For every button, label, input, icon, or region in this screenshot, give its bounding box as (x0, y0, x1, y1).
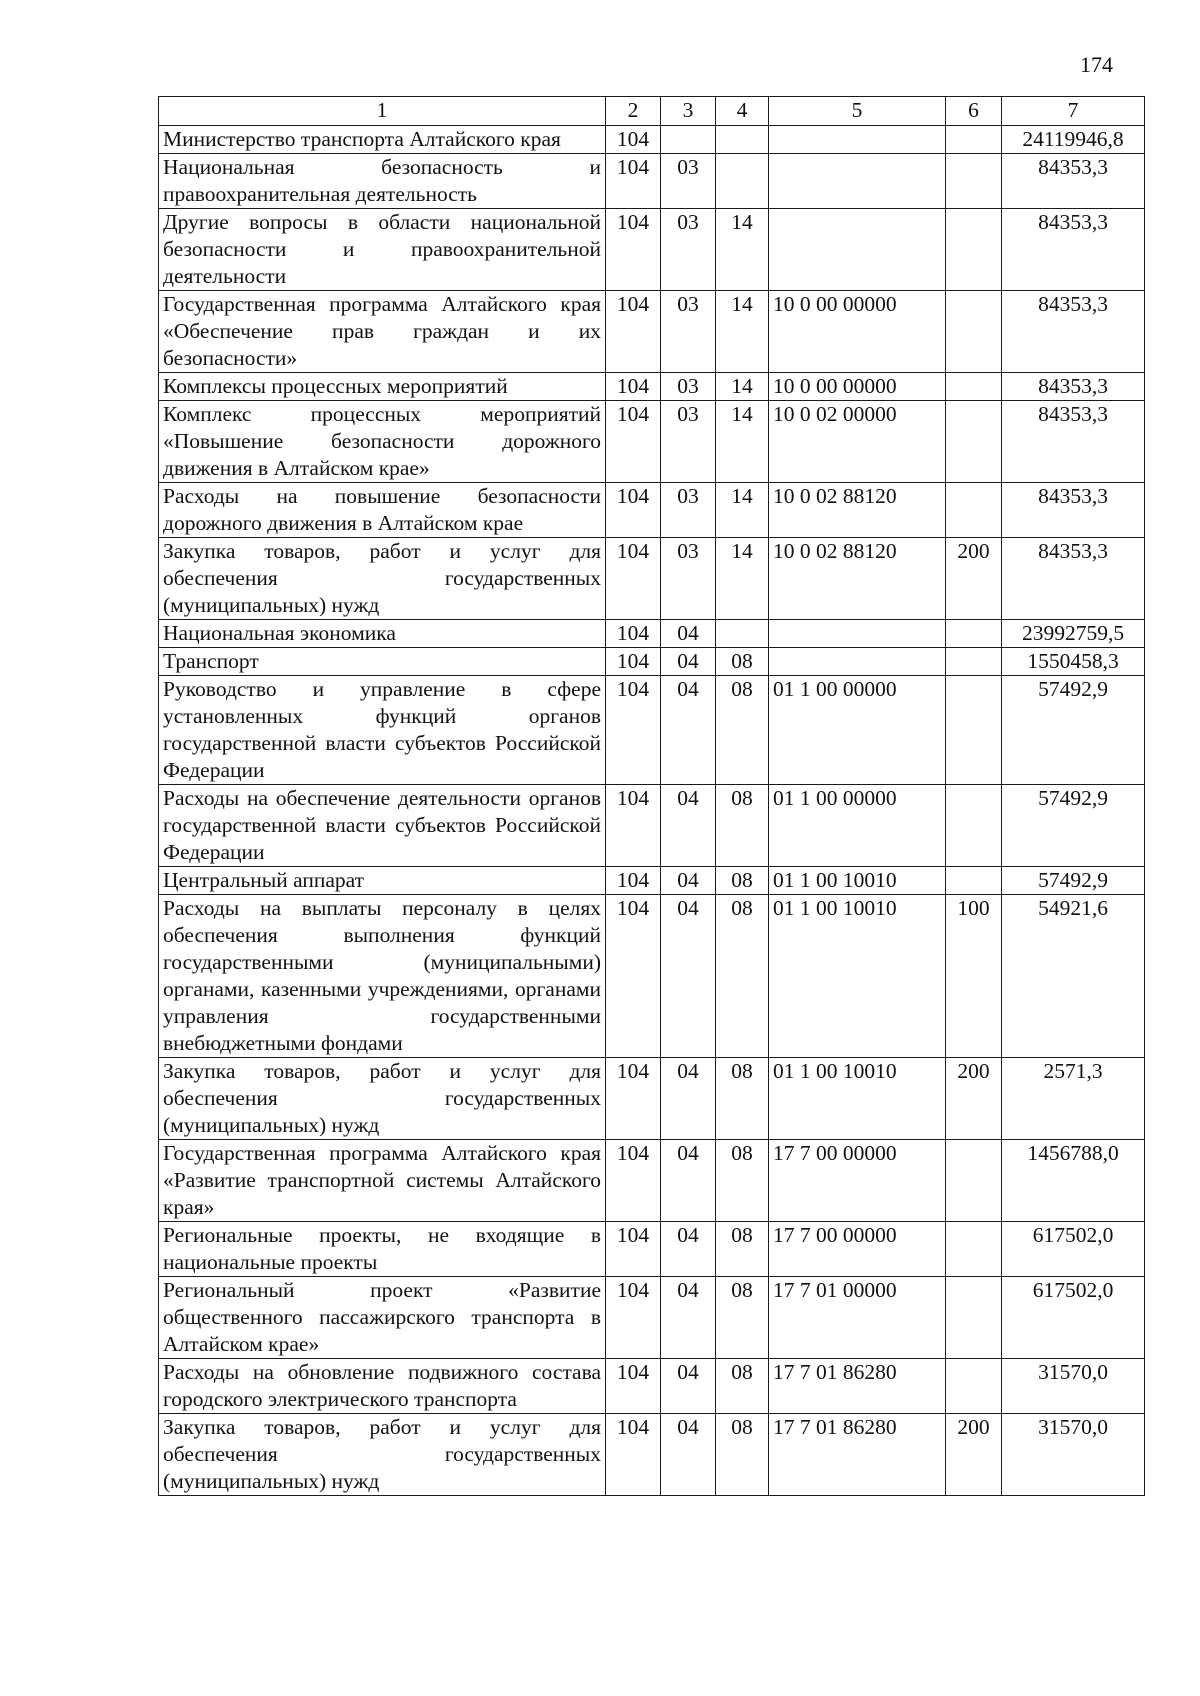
row-name-cell: Расходы на обновление подвижного состава городского электрического транспорта (159, 1359, 606, 1414)
ministry-code-cell: 104 (606, 648, 661, 676)
table-row (159, 620, 1145, 648)
expense-type-cell (946, 1140, 1002, 1222)
table-row (159, 867, 1145, 895)
expense-type-cell (946, 291, 1002, 373)
expense-type-cell (946, 126, 1002, 154)
row-name-cell: Региональный проект «Развитие общественного пассажирского транспорта в Алтайском крае» (159, 1277, 606, 1359)
table-row (159, 1058, 1145, 1140)
ministry-code-cell: 104 (606, 867, 661, 895)
section-code-cell: 04 (661, 867, 716, 895)
ministry-code-cell: 104 (606, 483, 661, 538)
amount-cell: 84353,3 (1002, 154, 1145, 209)
amount-cell: 1550458,3 (1002, 648, 1145, 676)
ministry-code-cell: 104 (606, 1277, 661, 1359)
target-article-cell: 01 1 00 00000 (769, 676, 946, 785)
table-row (159, 538, 1145, 620)
subsection-code-cell: 08 (716, 867, 769, 895)
amount-cell: 54921,6 (1002, 895, 1145, 1058)
subsection-code-cell: 14 (716, 373, 769, 401)
subsection-code-cell: 08 (716, 1222, 769, 1277)
amount-cell: 84353,3 (1002, 538, 1145, 620)
target-article-cell: 17 7 01 86280 (769, 1414, 946, 1496)
row-name-cell: Национальная безопасность и правоохранительная деятельность (159, 154, 606, 209)
subsection-code-cell: 08 (716, 1140, 769, 1222)
section-code-cell: 03 (661, 291, 716, 373)
table-row (159, 126, 1145, 154)
target-article-cell (769, 154, 946, 209)
section-code-cell: 03 (661, 401, 716, 483)
amount-cell: 84353,3 (1002, 483, 1145, 538)
ministry-code-cell: 104 (606, 401, 661, 483)
expense-type-cell (946, 648, 1002, 676)
row-name-cell: Комплекс процессных мероприятий «Повышение безопасности дорожного движения в Алтайском крае» (159, 401, 606, 483)
expense-type-cell: 200 (946, 538, 1002, 620)
table-row (159, 785, 1145, 867)
subsection-code-cell: 08 (716, 785, 769, 867)
target-article-cell: 10 0 00 00000 (769, 291, 946, 373)
expense-type-cell (946, 867, 1002, 895)
table-row (159, 154, 1145, 209)
ministry-code-cell: 104 (606, 895, 661, 1058)
row-name-cell: Расходы на обеспечение деятельности органов государственной власти субъектов Российской Федерации (159, 785, 606, 867)
subsection-code-cell: 08 (716, 1277, 769, 1359)
budget-table (158, 96, 1145, 1496)
amount-cell: 1456788,0 (1002, 1140, 1145, 1222)
ministry-code-cell: 104 (606, 1140, 661, 1222)
target-article-cell: 01 1 00 00000 (769, 785, 946, 867)
section-code-cell: 04 (661, 676, 716, 785)
expense-type-cell: 200 (946, 1414, 1002, 1496)
row-name-cell: Центральный аппарат (159, 867, 606, 895)
row-name-cell: Государственная программа Алтайского края «Обеспечение прав граждан и их безопасности» (159, 291, 606, 373)
expense-type-cell: 200 (946, 1058, 1002, 1140)
subsection-code-cell: 08 (716, 1359, 769, 1414)
subsection-code-cell: 14 (716, 291, 769, 373)
ministry-code-cell: 104 (606, 1222, 661, 1277)
table-row (159, 895, 1145, 1058)
table-header-row (159, 97, 1145, 126)
section-code-cell: 04 (661, 620, 716, 648)
subsection-code-cell: 08 (716, 1414, 769, 1496)
ministry-code-cell: 104 (606, 1058, 661, 1140)
expense-type-cell (946, 620, 1002, 648)
column-header-3: 3 (661, 97, 716, 126)
ministry-code-cell: 104 (606, 1359, 661, 1414)
ministry-code-cell: 104 (606, 785, 661, 867)
section-code-cell: 03 (661, 209, 716, 291)
section-code-cell (661, 126, 716, 154)
target-article-cell: 01 1 00 10010 (769, 867, 946, 895)
target-article-cell (769, 648, 946, 676)
row-name-cell: Расходы на повышение безопасности дорожного движения в Алтайском крае (159, 483, 606, 538)
subsection-code-cell: 08 (716, 1058, 769, 1140)
amount-cell: 23992759,5 (1002, 620, 1145, 648)
section-code-cell: 04 (661, 1222, 716, 1277)
table-row (159, 1140, 1145, 1222)
ministry-code-cell: 104 (606, 1414, 661, 1496)
target-article-cell (769, 209, 946, 291)
amount-cell: 57492,9 (1002, 867, 1145, 895)
table-row (159, 373, 1145, 401)
table-row (159, 1277, 1145, 1359)
section-code-cell: 04 (661, 1277, 716, 1359)
expense-type-cell (946, 154, 1002, 209)
amount-cell: 84353,3 (1002, 373, 1145, 401)
expense-type-cell (946, 1359, 1002, 1414)
table-row (159, 401, 1145, 483)
ministry-code-cell: 104 (606, 154, 661, 209)
expense-type-cell (946, 785, 1002, 867)
row-name-cell: Региональные проекты, не входящие в национальные проекты (159, 1222, 606, 1277)
expense-type-cell (946, 1277, 1002, 1359)
target-article-cell: 10 0 02 88120 (769, 483, 946, 538)
table-row (159, 1359, 1145, 1414)
section-code-cell: 03 (661, 538, 716, 620)
expense-type-cell: 100 (946, 895, 1002, 1058)
subsection-code-cell: 08 (716, 676, 769, 785)
target-article-cell: 10 0 00 00000 (769, 373, 946, 401)
target-article-cell: 17 7 00 00000 (769, 1222, 946, 1277)
row-name-cell: Национальная экономика (159, 620, 606, 648)
section-code-cell: 04 (661, 1359, 716, 1414)
section-code-cell: 04 (661, 1414, 716, 1496)
subsection-code-cell: 14 (716, 483, 769, 538)
target-article-cell: 17 7 00 00000 (769, 1140, 946, 1222)
amount-cell: 84353,3 (1002, 291, 1145, 373)
column-header-5: 5 (769, 97, 946, 126)
amount-cell: 617502,0 (1002, 1277, 1145, 1359)
column-header-7: 7 (1002, 97, 1145, 126)
section-code-cell: 03 (661, 373, 716, 401)
row-name-cell: Другие вопросы в области национальной безопасности и правоохранительной деятельности (159, 209, 606, 291)
amount-cell: 2571,3 (1002, 1058, 1145, 1140)
ministry-code-cell: 104 (606, 676, 661, 785)
row-name-cell: Руководство и управление в сфере установленных функций органов государственной власти субъектов Российской Федерации (159, 676, 606, 785)
row-name-cell: Закупка товаров, работ и услуг для обеспечения государственных (муниципальных) нужд (159, 1058, 606, 1140)
subsection-code-cell (716, 620, 769, 648)
amount-cell: 84353,3 (1002, 401, 1145, 483)
ministry-code-cell: 104 (606, 291, 661, 373)
table-row (159, 648, 1145, 676)
ministry-code-cell: 104 (606, 538, 661, 620)
expense-type-cell (946, 676, 1002, 785)
table-row (159, 1414, 1145, 1496)
section-code-cell: 04 (661, 785, 716, 867)
section-code-cell: 03 (661, 483, 716, 538)
ministry-code-cell: 104 (606, 620, 661, 648)
column-header-6: 6 (946, 97, 1002, 126)
row-name-cell: Закупка товаров, работ и услуг для обеспечения государственных (муниципальных) нужд (159, 538, 606, 620)
target-article-cell (769, 126, 946, 154)
expense-type-cell (946, 373, 1002, 401)
row-name-cell: Расходы на выплаты персоналу в целях обеспечения выполнения функций государственными (муниципальными) органами, казенными учреждениями, органами управления государственными внебюджетными фондами (159, 895, 606, 1058)
table-row (159, 1222, 1145, 1277)
ministry-code-cell: 104 (606, 209, 661, 291)
subsection-code-cell: 14 (716, 401, 769, 483)
target-article-cell: 17 7 01 86280 (769, 1359, 946, 1414)
section-code-cell: 04 (661, 648, 716, 676)
target-article-cell: 10 0 02 88120 (769, 538, 946, 620)
subsection-code-cell: 08 (716, 895, 769, 1058)
expense-type-cell (946, 209, 1002, 291)
table-row (159, 483, 1145, 538)
section-code-cell: 03 (661, 154, 716, 209)
table-row (159, 676, 1145, 785)
section-code-cell: 04 (661, 895, 716, 1058)
column-header-1: 1 (159, 97, 606, 126)
target-article-cell: 10 0 02 00000 (769, 401, 946, 483)
amount-cell: 57492,9 (1002, 676, 1145, 785)
amount-cell: 84353,3 (1002, 209, 1145, 291)
row-name-cell: Министерство транспорта Алтайского края (159, 126, 606, 154)
expense-type-cell (946, 483, 1002, 538)
ministry-code-cell: 104 (606, 373, 661, 401)
row-name-cell: Закупка товаров, работ и услуг для обеспечения государственных (муниципальных) нужд (159, 1414, 606, 1496)
expense-type-cell (946, 1222, 1002, 1277)
column-header-4: 4 (716, 97, 769, 126)
target-article-cell: 17 7 01 00000 (769, 1277, 946, 1359)
table-row (159, 291, 1145, 373)
amount-cell: 31570,0 (1002, 1414, 1145, 1496)
amount-cell: 24119946,8 (1002, 126, 1145, 154)
target-article-cell: 01 1 00 10010 (769, 895, 946, 1058)
amount-cell: 31570,0 (1002, 1359, 1145, 1414)
row-name-cell: Государственная программа Алтайского края «Развитие транспортной системы Алтайского края» (159, 1140, 606, 1222)
row-name-cell: Транспорт (159, 648, 606, 676)
amount-cell: 617502,0 (1002, 1222, 1145, 1277)
target-article-cell: 01 1 00 10010 (769, 1058, 946, 1140)
table-row (159, 209, 1145, 291)
subsection-code-cell (716, 126, 769, 154)
ministry-code-cell: 104 (606, 126, 661, 154)
section-code-cell: 04 (661, 1140, 716, 1222)
subsection-code-cell: 14 (716, 209, 769, 291)
target-article-cell (769, 620, 946, 648)
section-code-cell: 04 (661, 1058, 716, 1140)
amount-cell: 57492,9 (1002, 785, 1145, 867)
column-header-2: 2 (606, 97, 661, 126)
row-name-cell: Комплексы процессных мероприятий (159, 373, 606, 401)
subsection-code-cell: 08 (716, 648, 769, 676)
page-number: 174 (1080, 52, 1113, 77)
table-body (159, 126, 1145, 1496)
subsection-code-cell (716, 154, 769, 209)
subsection-code-cell: 14 (716, 538, 769, 620)
expense-type-cell (946, 401, 1002, 483)
